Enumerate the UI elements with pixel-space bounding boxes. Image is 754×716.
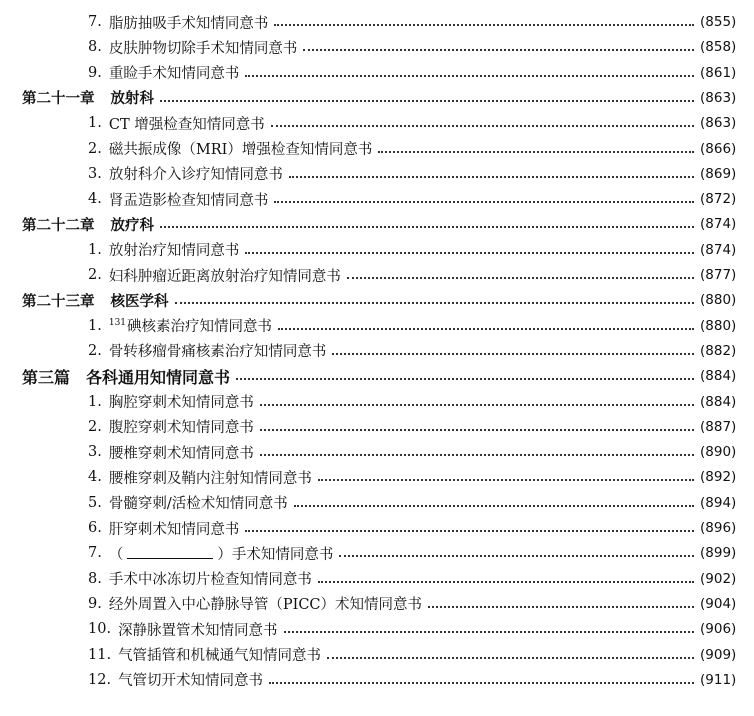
page-number: (890): [700, 444, 737, 461]
page-number: (911): [700, 671, 737, 688]
page-number: (858): [700, 39, 737, 56]
page-number: (904): [700, 595, 737, 612]
toc-entry: [0, 61, 754, 85]
page-number: (896): [700, 520, 737, 536]
toc-entry: [0, 541, 754, 565]
entry-number: 4.: [88, 469, 102, 486]
toc-entry: [0, 415, 754, 439]
entry-title-text: 腰椎穿刺术知情同意书: [108, 445, 254, 462]
entry-title: [109, 62, 240, 83]
entry-title-text: 腹腔穿刺术知情同意书: [108, 420, 254, 437]
entry-title-text: 放射科: [110, 90, 154, 108]
page-number: (906): [700, 621, 737, 638]
page-number: (899): [700, 545, 737, 562]
page-number: (863): [700, 115, 737, 132]
entry-number: 第三篇: [22, 367, 71, 387]
toc-entry: [0, 491, 754, 515]
entry-title-text: 各科通用知情同意书: [86, 367, 231, 387]
entry-title: [86, 365, 230, 388]
dot-leader: [278, 328, 694, 330]
entry-title-text: ）手术知情同意书: [217, 546, 334, 563]
toc-entry: [0, 238, 754, 262]
entry-number: 1.: [88, 241, 102, 258]
dot-leader: [271, 125, 694, 127]
page-number: (866): [700, 140, 737, 157]
toc-entry: [0, 668, 754, 692]
entry-number: 11.: [88, 646, 112, 663]
toc-entry: [0, 10, 754, 34]
page-number: (909): [700, 646, 737, 663]
entry-number: 6.: [88, 520, 102, 536]
entry-title: [109, 416, 254, 437]
entry-title-text: 放射治疗知情同意书: [108, 243, 240, 260]
page-number: (874): [700, 241, 737, 258]
toc-entry: [0, 137, 754, 161]
dot-leader: [347, 277, 694, 279]
entry-title: [109, 391, 254, 412]
fill-in-blank-line: [127, 546, 213, 559]
entry-number: 2.: [88, 342, 102, 359]
page-number: (892): [700, 469, 737, 486]
entry-number: 2.: [88, 140, 102, 157]
entry-title-text: 肾盂造影检查知情同意书: [108, 192, 269, 209]
entry-title-prefix: （: [108, 546, 124, 563]
entry-title-text: 碘核素治疗知情同意书: [127, 319, 273, 336]
page-number: (863): [700, 89, 737, 106]
entry-number: 7.: [88, 14, 102, 30]
page-number: (874): [700, 216, 737, 233]
entry-title-text: CT 增强检查知情同意书: [108, 116, 265, 133]
entry-number: 1.: [88, 393, 102, 410]
dot-leader: [260, 454, 694, 456]
entry-title-text: 放射科介入诊疗知情同意书: [108, 167, 283, 184]
entry-title: [109, 315, 272, 336]
toc-entry: [0, 516, 754, 540]
entry-number: 8.: [88, 570, 102, 587]
dot-leader: [160, 226, 694, 228]
dot-leader: [274, 24, 694, 26]
page-number: (855): [700, 14, 737, 30]
page-number: (887): [700, 418, 737, 435]
entry-title: [109, 138, 373, 159]
entry-number: 10.: [88, 621, 112, 638]
entry-number: 3.: [88, 444, 102, 461]
isotope-superscript: 131: [108, 318, 127, 329]
page-number: (884): [700, 393, 737, 410]
entry-title-text: 手术中冰冻切片检查知情同意书: [108, 572, 312, 589]
dot-leader: [428, 606, 694, 608]
dot-leader: [289, 176, 694, 178]
entry-title: [111, 290, 169, 311]
page-number: (872): [700, 191, 737, 208]
entry-number: 9.: [88, 64, 102, 81]
entry-number: 8.: [88, 39, 102, 56]
entry-number: 第二十三章: [22, 292, 95, 310]
entry-title-text: 腰椎穿刺及鞘内注射知情同意书: [108, 470, 312, 487]
entry-title: [109, 189, 269, 210]
dot-leader: [260, 429, 694, 431]
toc-entry: [0, 111, 754, 135]
page-number: (882): [700, 342, 737, 359]
entry-title-text: 妇科肿瘤近距离放射治疗知情同意书: [108, 268, 341, 285]
toc-entry: [0, 263, 754, 287]
toc-entry: [0, 187, 754, 211]
dot-leader: [269, 682, 694, 684]
entry-number: 7.: [88, 545, 102, 562]
entry-title: [109, 593, 422, 614]
entry-title: [118, 669, 263, 690]
page-number: (902): [700, 570, 737, 587]
entry-title: [109, 37, 298, 58]
entry-title-text: 磁共振成像（MRI）增强检查知情同意书: [108, 142, 373, 158]
entry-number: 3.: [88, 165, 102, 182]
dot-leader: [378, 151, 694, 153]
page-number: (869): [700, 165, 737, 182]
page-number: (880): [700, 292, 737, 309]
entry-number: 第二十一章: [22, 90, 95, 108]
toc-entry: [0, 339, 754, 363]
toc-entry: [0, 592, 754, 616]
dot-leader: [318, 479, 694, 481]
page-number: (894): [700, 494, 737, 511]
page-number: (880): [700, 317, 737, 334]
toc-entry: [0, 617, 754, 641]
entry-title: [109, 265, 341, 286]
entry-title-text: 骨髓穿刺/活检术知情同意书: [108, 496, 288, 513]
entry-title-text: 脂肪抽吸手术知情同意书: [108, 15, 269, 32]
page-number: (861): [700, 64, 737, 81]
toc-entry: [0, 567, 754, 591]
entry-title: [111, 87, 155, 108]
toc-entry: [0, 314, 754, 338]
toc-entry: [0, 440, 754, 464]
dot-leader: [274, 201, 694, 203]
entry-number: 第二十二章: [22, 216, 95, 234]
entry-number: 4.: [88, 191, 102, 208]
entry-title: [109, 467, 312, 488]
entry-title-text: 深静脉置管术知情同意书: [118, 622, 278, 639]
page-number: (877): [700, 267, 737, 283]
dot-leader: [284, 631, 694, 633]
entry-title: [109, 12, 269, 33]
dot-leader: [245, 75, 694, 77]
entry-title-text: 胸腔穿刺术知情同意书: [108, 395, 254, 411]
dot-leader: [260, 404, 694, 406]
dot-leader: [245, 252, 694, 254]
entry-title: [109, 163, 283, 184]
entry-title: [109, 568, 312, 589]
entry-title-text: 皮肤肿物切除手术知情同意书: [108, 40, 298, 57]
toc-entry: [0, 643, 754, 667]
entry-title-text: 经外周置入中心静脉导管（PICC）术知情同意书: [108, 597, 423, 614]
entry-title: [109, 543, 334, 564]
toc-entry: [0, 35, 754, 59]
toc-chapter-heading: [0, 86, 754, 110]
entry-title: [118, 644, 321, 665]
entry-title-text: 放疗科: [110, 216, 154, 234]
dot-leader: [318, 581, 694, 583]
entry-title: [109, 113, 265, 134]
entry-title-text: 核医学科: [110, 292, 169, 310]
entry-title: [118, 619, 278, 640]
dot-leader: [236, 378, 694, 380]
dot-leader: [245, 530, 694, 532]
entry-title-text: 重睑手术知情同意书: [108, 66, 240, 83]
entry-number: 12.: [88, 671, 112, 688]
dot-leader: [160, 100, 694, 102]
entry-number: 9.: [88, 595, 102, 612]
entry-number: 5.: [88, 494, 102, 511]
dot-leader: [327, 657, 694, 659]
entry-number: 2.: [88, 418, 102, 435]
entry-title-text: 气管切开术知情同意书: [118, 673, 264, 690]
entry-number: 1.: [88, 317, 102, 334]
entry-number: 2.: [88, 267, 102, 283]
dot-leader: [294, 505, 694, 507]
entry-title: [109, 518, 240, 539]
entry-title-text: 肝穿刺术知情同意书: [108, 521, 240, 538]
dot-leader: [332, 353, 694, 355]
toc-entry: [0, 390, 754, 414]
entry-title: [109, 492, 288, 513]
entry-title: [109, 340, 327, 361]
entry-number: 1.: [88, 115, 102, 132]
toc-chapter-heading: [0, 288, 754, 312]
toc-chapter-heading: [0, 212, 754, 236]
toc-part-heading: [0, 364, 754, 388]
entry-title: [111, 214, 155, 235]
entry-title: [109, 442, 254, 463]
dot-leader: [175, 302, 695, 304]
toc-entry: [0, 162, 754, 186]
toc-entry: [0, 465, 754, 489]
dot-leader: [339, 555, 694, 557]
entry-title: [109, 239, 240, 260]
entry-title-text: 骨转移瘤骨痛核素治疗知情同意书: [108, 344, 327, 361]
page-number: (884): [700, 368, 737, 385]
entry-title-text: 气管插管和机械通气知情同意书: [118, 648, 322, 664]
dot-leader: [303, 49, 694, 51]
